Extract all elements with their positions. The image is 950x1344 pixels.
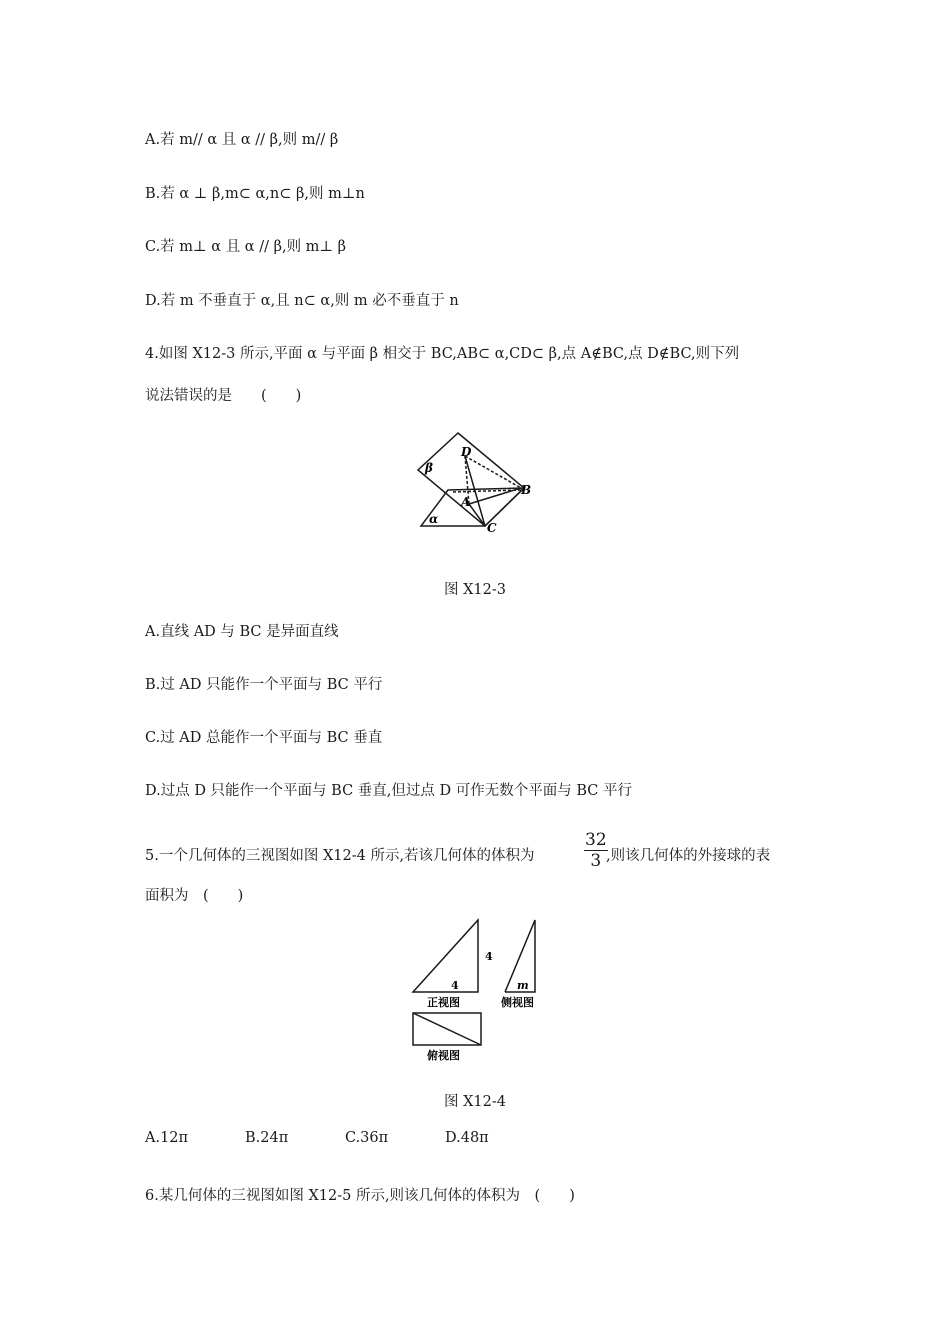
- top-view-label: 俯视图: [427, 1049, 460, 1062]
- front-view: [413, 920, 478, 992]
- q4-stem-line2: 说法错误的是 ( ): [145, 388, 302, 404]
- q3-option-c: C.若 m⊥ α 且 α // β,则 m⊥ β: [145, 239, 347, 255]
- q5-option-a: A.12π: [145, 1130, 189, 1146]
- front-base-label: 4: [451, 979, 459, 992]
- q5-stem-line2: 面积为 ( ): [145, 888, 244, 904]
- q3-option-a: A.若 m// α 且 α // β,则 m// β: [145, 132, 339, 148]
- figure-caption-x12-4: 图 X12-4: [443, 1094, 506, 1110]
- front-height-label: 4: [485, 950, 493, 963]
- q5-option-c: C.36π: [345, 1130, 389, 1146]
- volume-fraction: [584, 830, 608, 871]
- label-b: B: [521, 483, 532, 497]
- label-a: A: [461, 495, 471, 509]
- fraction-denominator: 3: [590, 851, 602, 871]
- figure-caption-x12-3: 图 X12-3: [443, 582, 506, 598]
- q5-option-b: B.24π: [245, 1130, 289, 1146]
- q4-option-d: D.过点 D 只能作一个平面与 BC 垂直,但过点 D 可作无数个平面与 BC 平行: [145, 783, 632, 799]
- q5-stem-part2: ,则该几何体的外接球的表: [606, 848, 771, 864]
- figure-x12-3: [415, 428, 540, 538]
- label-beta: β: [425, 461, 433, 475]
- q3-option-b: B.若 α ⊥ β,m⊂ α,n⊂ β,则 m⊥n: [145, 186, 365, 202]
- label-d: D: [461, 445, 472, 459]
- label-c: C: [487, 521, 497, 535]
- q4-option-c: C.过 AD 总能作一个平面与 BC 垂直: [145, 730, 383, 746]
- label-alpha: α: [429, 512, 439, 526]
- side-m-label: m: [517, 979, 529, 992]
- front-view-label: 正视图: [427, 996, 460, 1009]
- q4-stem-line1: 4.如图 X12-3 所示,平面 α 与平面 β 相交于 BC,AB⊂ α,CD⊂ β,点 A∉BC,点 D∉BC,则下列: [145, 346, 740, 362]
- q4-option-b: B.过 AD 只能作一个平面与 BC 平行: [145, 677, 383, 693]
- q5-option-d: D.48π: [445, 1130, 489, 1146]
- q3-option-d: D.若 m 不垂直于 α,且 n⊂ α,则 m 必不垂直于 n: [145, 293, 459, 309]
- top-view-diagonal: [413, 1013, 481, 1045]
- side-view-label: 侧视图: [501, 996, 534, 1009]
- q6-stem-line1: 6.某几何体的三视图如图 X12-5 所示,则该几何体的体积为 ( ): [145, 1188, 575, 1204]
- q4-option-a: A.直线 AD 与 BC 是异面直线: [145, 624, 339, 640]
- fraction-numerator: 32: [585, 830, 607, 850]
- figure-x12-4: [405, 912, 545, 1067]
- q5-stem-part1: 5.一个几何体的三视图如图 X12-4 所示,若该几何体的体积为: [145, 848, 535, 864]
